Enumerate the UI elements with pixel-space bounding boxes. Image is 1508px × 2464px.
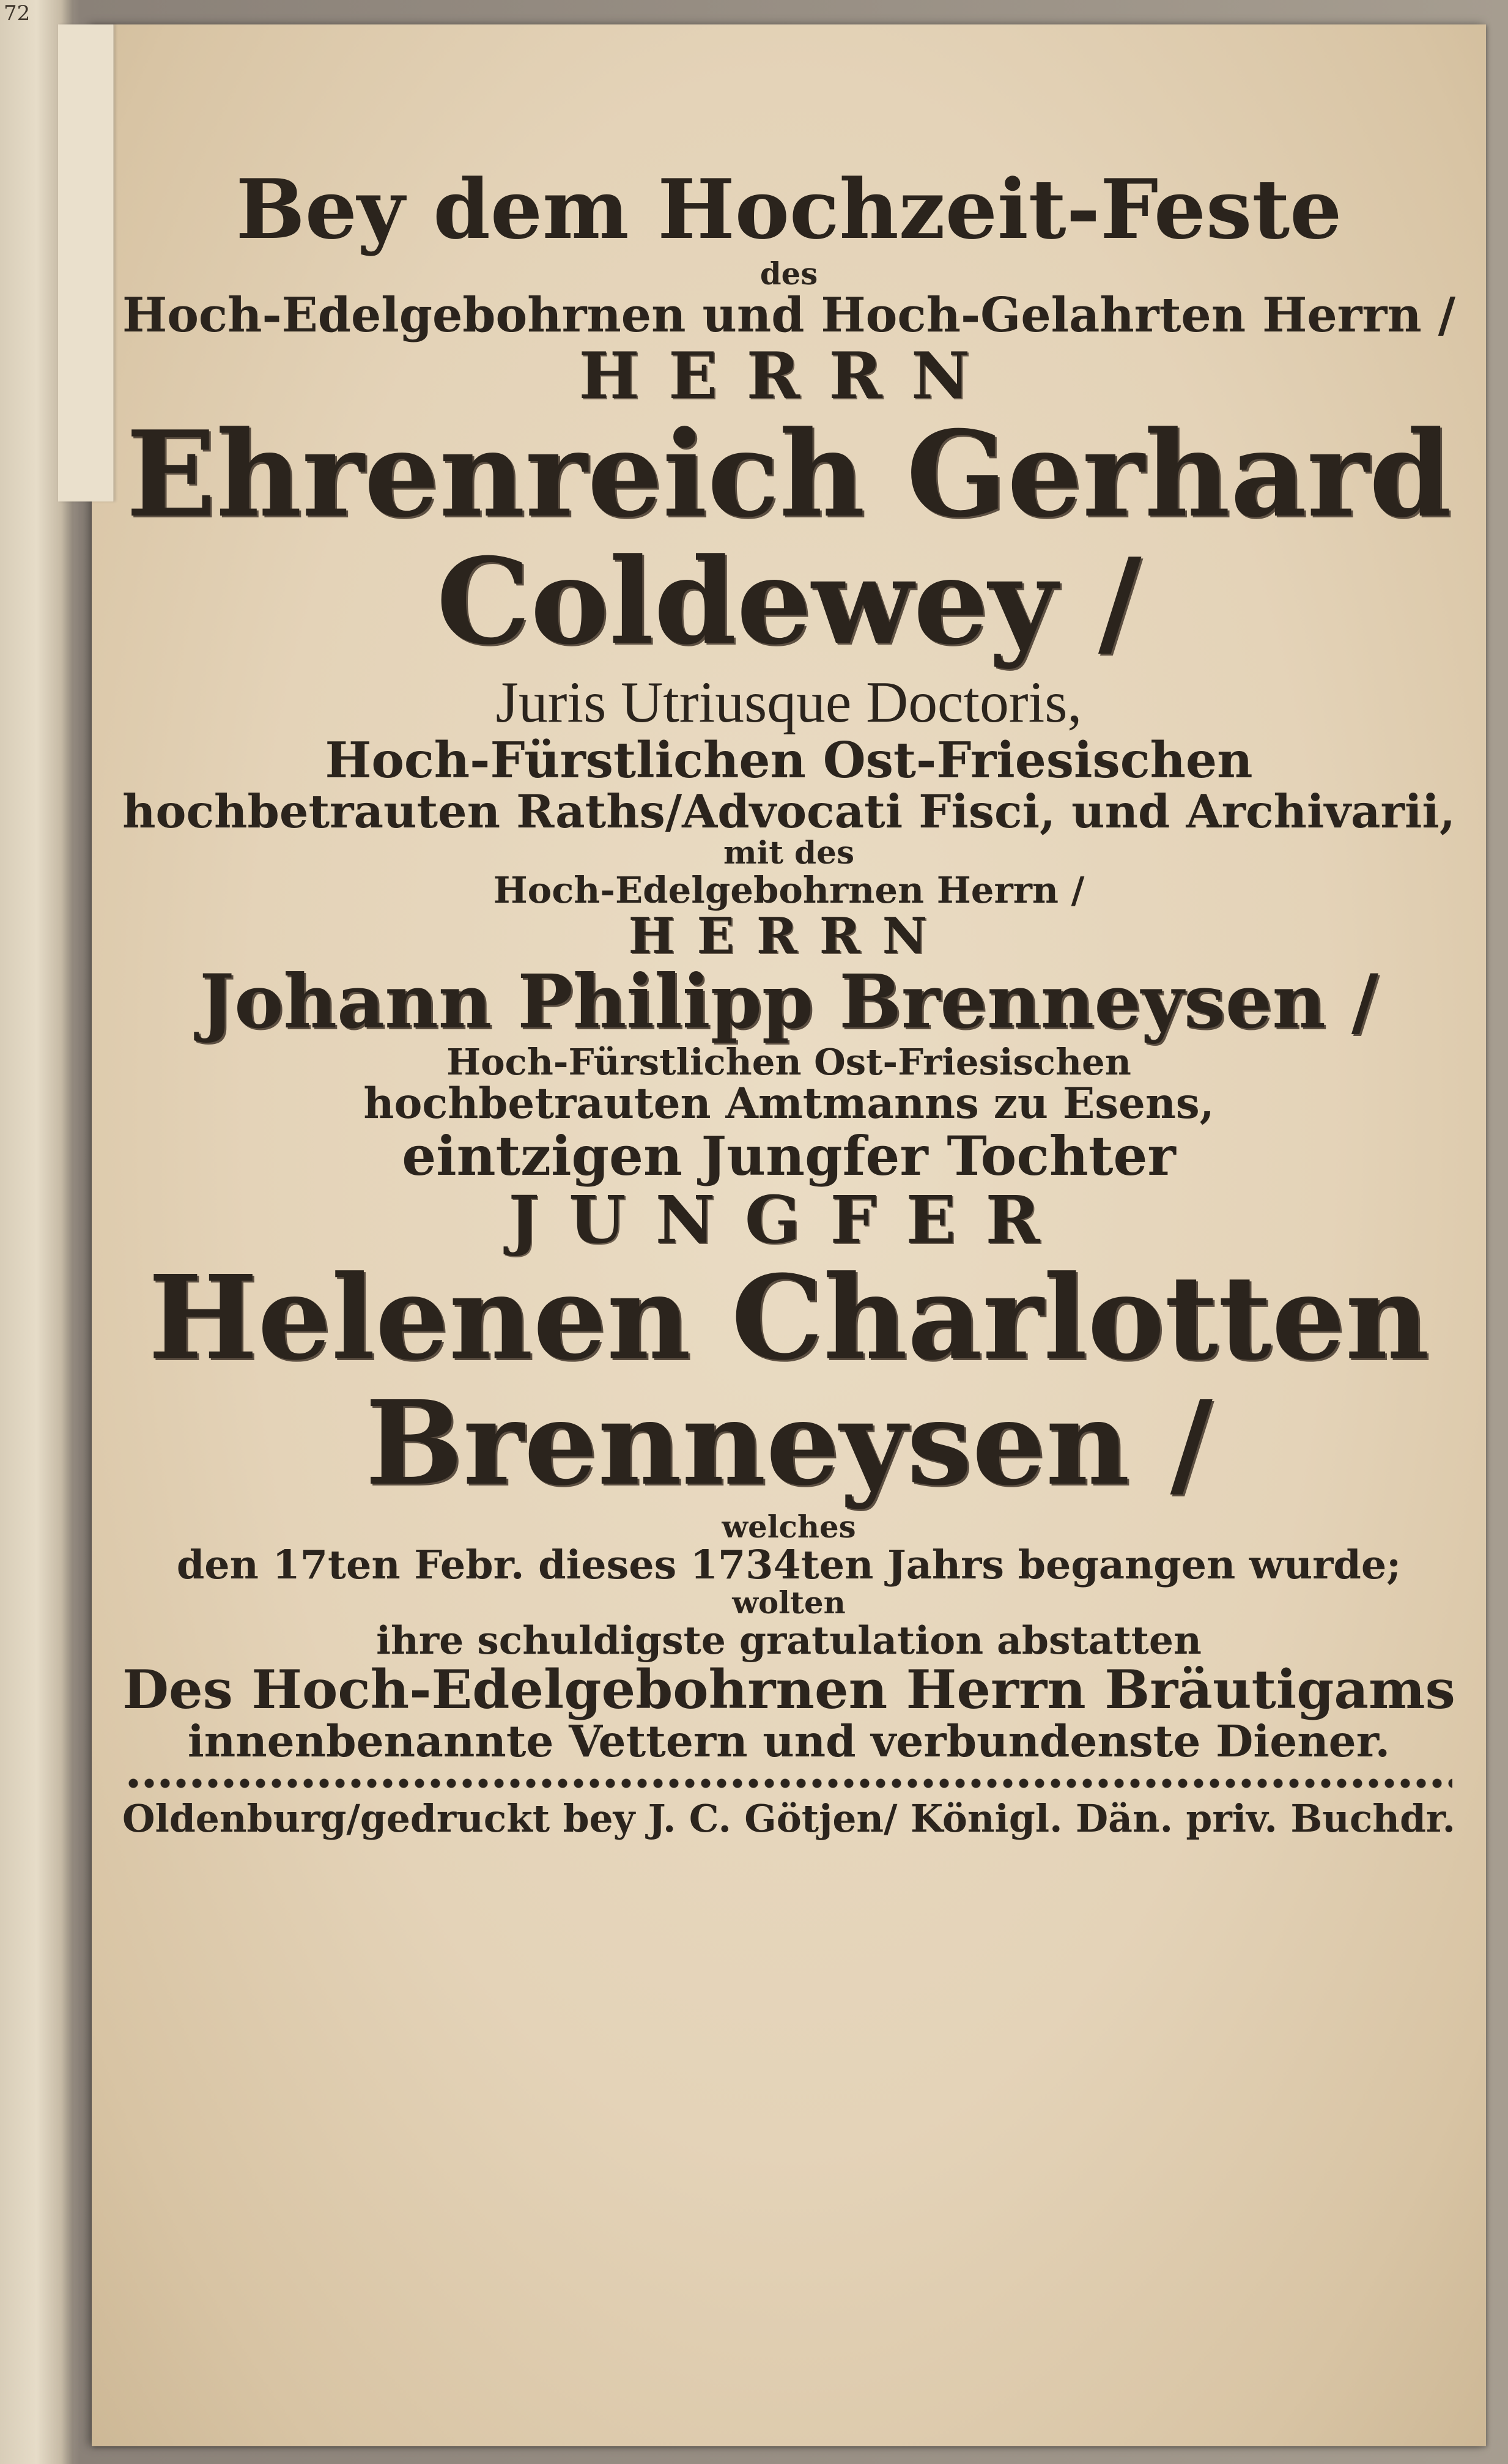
line-herrn-1: HERRN (578, 338, 999, 413)
groom-given-names: Ehrenreich Gerhard (126, 404, 1452, 544)
line-father-title: Hoch-Edelgebohrnen Herrn / (493, 868, 1085, 912)
line-tochter: eintzigen Jungfer Tochter (402, 1123, 1176, 1188)
bride-surname: Brenneysen / (365, 1374, 1213, 1511)
line-date: den 17ten Febr. dieses 1734ten Jahrs begangen wurde; (176, 1541, 1402, 1588)
line-hoch-fuerstlichen-1: Hoch-Fürstlichen Ost-Friesischen (325, 731, 1253, 789)
line-hoch-fuerstlichen-2: Hoch-Fürstlichen Ost-Friesischen (446, 1040, 1131, 1084)
imprint: Oldenburg/gedruckt bey J. C. Götjen/ Königl. Dän. priv. Buchdr. (122, 1796, 1455, 1841)
line-des: des (760, 255, 818, 292)
line-jungfer: JUNGFER (508, 1181, 1070, 1259)
title-page-text (92, 161, 1486, 1841)
father-name: Johann Philipp Brenneysen / (199, 959, 1378, 1046)
page-number: 72 (4, 1, 31, 26)
paper-tab (58, 24, 114, 501)
line-herrn-2: HERRN (628, 907, 950, 965)
line-gratulation: ihre schuldigste gratulation abstatten (376, 1617, 1202, 1663)
line-raths: hochbetrauten Raths/Advocati Fisci, und Archivarii, (122, 784, 1455, 838)
title-page (92, 24, 1486, 2446)
line-welches: welches (722, 1509, 856, 1545)
line-juris: Juris Utriusque Doctoris, (495, 669, 1082, 734)
line-diener: innenbenannte Vettern und verbundenste Diener. (187, 1716, 1391, 1767)
line-wolten: wolten (732, 1585, 846, 1621)
bride-given-names: Helenen Charlotten (148, 1249, 1430, 1386)
line-amtmanns: hochbetrauten Amtmanns zu Esens, (363, 1079, 1214, 1129)
line-braeutigam: Des Hoch-Edelgebohrnen Herrn Bräutigams (122, 1657, 1455, 1721)
heading-occasion: Bey dem Hochzeit-Feste (235, 161, 1342, 257)
line-groom-title: Hoch-Edelgebohrnen und Hoch-Gelahrten Herrn / (122, 287, 1456, 344)
groom-surname: Coldewey / (436, 532, 1142, 671)
line-mit-des: mit des (723, 834, 855, 871)
ornamental-rule (125, 1774, 1452, 1793)
